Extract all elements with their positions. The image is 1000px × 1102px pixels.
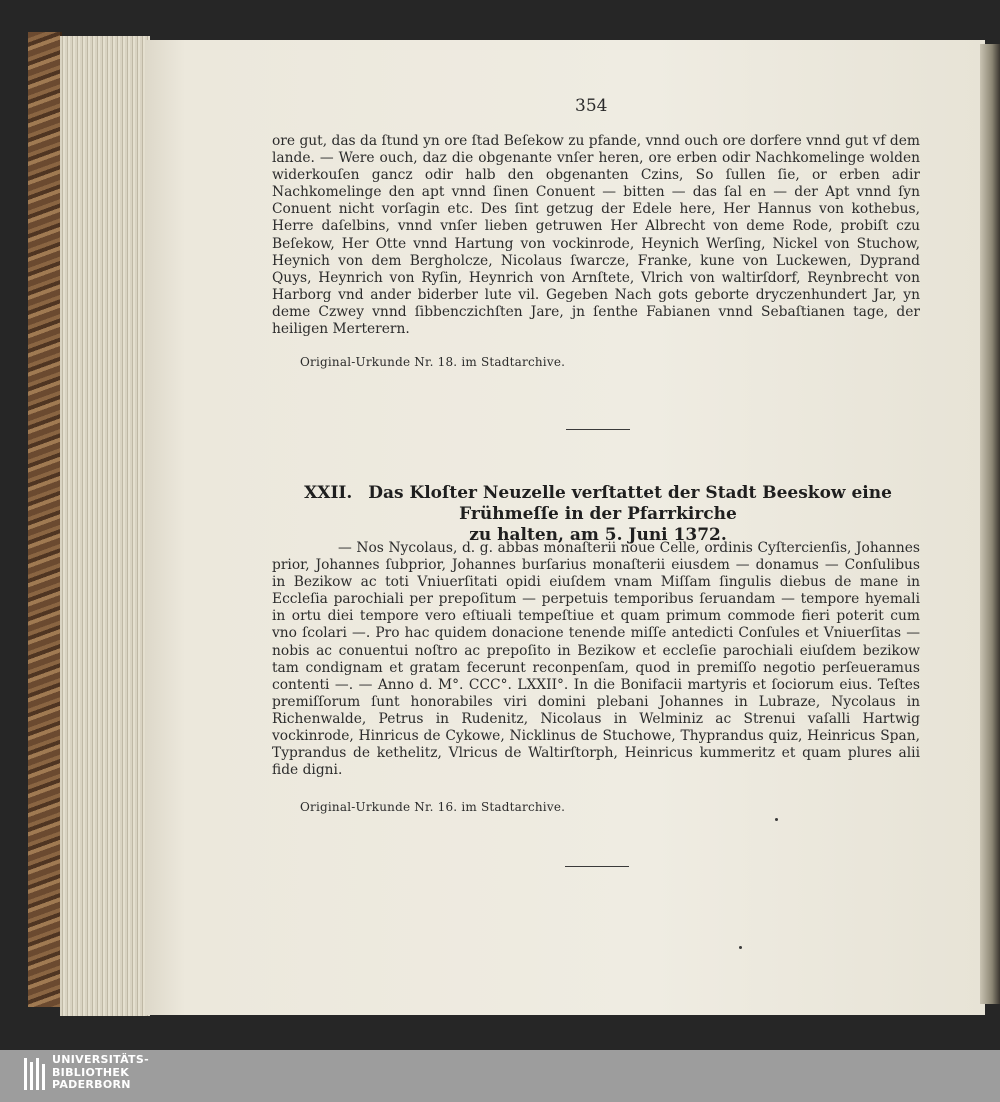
document-paragraph-2: — Nos Nycolaus, d. g. abbas monaſterii noue Celle, ordinis Cyſtercienſis, Johannes prior, Johannes ſubprior, Johannes burſarius monaſterii eiusdem — donamus — Conſulibus in Bezikow ac toti Vniuerſitati opidi eiuſdem vnam Miſſam ſingulis diebus de mane in Eccleſia parochiali per prepoſitum — perpetuis temporibus ſeruandam — tempore hyemali in ortu diei tempore vero eſtiuali tempeſtiue et quam primum commode fieri poterit cum vno ſcolari —. Pro hac quidem donacione tenende miſſe antedicti Conſules et Vniuerſitas — nobis ac conuentui noſtro ac prepoſito in Bezikow et eccleſie parochiali eiuſdem bezikow tam condignam et gratam fecerunt reconpenſam, quod in premiſſo negotio perſeueramus contenti —. — Anno d. M°. CCC°. LXXII°. In die Bonifacii martyris et ſociorum eius. Teſtes premiſſorum ſunt honorabiles viri domini plebani Johannes in Lubraze, Nycolaus in Richenwalde, Petrus in Rudenitz, Nicolaus in Welminiz ac Strenui vaſalli Hartwig vockinrode, Hinricus de Cykowe, Nicklinus de Stuchowe, Thyprandus quiz, Heinricus Span, Typrandus de kethelitz, Vlricus de Waltirſtorph, Heinricus kummeritz et quam plures alii fide digni.: [272, 540, 920, 779]
source-note-2: Original‑Urkunde Nr. 16. im Stadtarchive.: [300, 800, 566, 814]
section-divider-2: [565, 866, 629, 867]
document-title-line-1: Das Kloſter Neuzelle verſtattet der Stadt Beeskow eine Frühmeſſe in der Pfarrkirche: [368, 483, 892, 524]
book-cover-edge: [28, 32, 62, 1007]
paper-speck: [739, 946, 742, 949]
page-number: 354: [575, 96, 608, 116]
document-text-1: [272, 133, 920, 338]
document-number: XXII.: [304, 483, 353, 503]
document-paragraph-1: ore gut, das da ſtund yn ore ſtad Beſekow zu pfande, vnnd ouch ore dorfere vnnd gut vf dem lande. — Were ouch, daz die obgenante vnſer heren, ore erben odir Nachkomelinge wolden widerkouſen gancz odir halb den obgenanten Czins, So ſullen ſie, or erben adir Nachkomelinge den apt vnnd ſinen Conuent — bitten — das ſal en — der Apt vnnd ſyn Conuent nicht vorſagin etc. Des ſint getzug der Edele here, Her Hannus von kothebus, Herre daſelbins, vnnd vnſer lieben getruwen Her Albrecht von deme Rode, probiſt czu Beſekow, Her Otte vnnd Hartung von vockinrode, Heynich Werſing, Nickel von Stuchow, Heynich von dem Bergholcze, Nicolaus ſwarcze, Franke, kune von Luckewen, Dyprand Quys, Heynrich von Ryſin, Heynrich von Arnſtete, Vlrich von waltirſdorf, Reynbrecht von Harborg vnd ander biderber lute vil. Gegeben Nach gots geborte dryczenhundert Jar, yn deme Czwey vnnd ſibbenczichſten Jare, jn ſenthe Fabianen vnnd Sebaſtianen tage, der heiligen Merterern.: [272, 133, 920, 338]
page-stack-edge: [60, 36, 150, 1016]
footer-bar: [0, 1050, 1000, 1102]
section-divider-1: [566, 429, 630, 430]
logo-line-2: BIBLIOTHEK: [52, 1065, 130, 1079]
library-logo-icon: [22, 1054, 48, 1094]
logo-line-1: UNIVERSITÄTS-: [52, 1053, 149, 1066]
logo-line-3: PADERBORN: [52, 1078, 131, 1091]
library-logo-text: [52, 1054, 149, 1092]
page-right-edge: [980, 44, 1000, 1004]
document-title-line-2: zu halten, am 5. Juni 1372.: [469, 525, 727, 545]
document-text-2: [272, 540, 920, 779]
source-note-1: Original‑Urkunde Nr. 18. im Stadtarchive.: [300, 355, 566, 369]
document-heading-2: [274, 483, 922, 546]
paper-speck: [775, 818, 778, 821]
